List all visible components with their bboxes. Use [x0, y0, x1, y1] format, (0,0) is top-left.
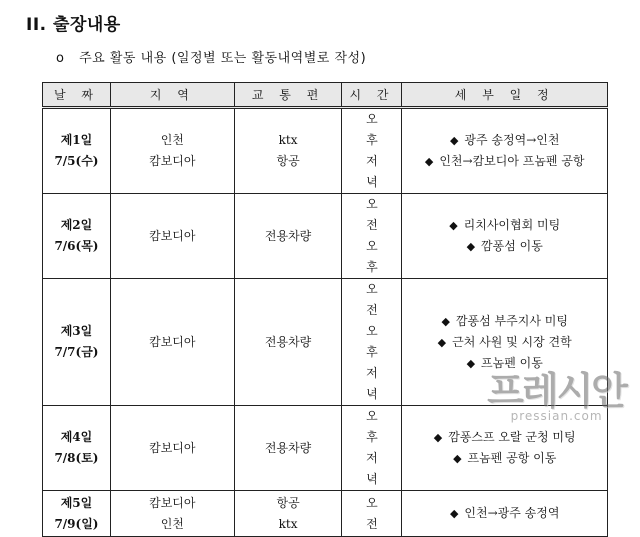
transport-cell-line: 전용차량 — [264, 334, 312, 349]
detail-text: 근처 사원 및 시장 견학 — [452, 334, 572, 349]
time-cell — [342, 194, 402, 279]
date-cell-line: 제5일 — [60, 495, 93, 510]
date-cell-line: 7/7(금) — [54, 345, 99, 359]
region-cell-line: 캄보디아 — [149, 228, 196, 243]
detail-cell — [402, 108, 608, 194]
date-cell — [43, 491, 111, 537]
detail-text: 광주 송정역→인천 — [464, 133, 560, 147]
time-cell — [342, 108, 402, 194]
time-cell — [342, 279, 402, 406]
region-cell — [110, 108, 234, 194]
header-region: 지 역 — [110, 83, 234, 108]
region-cell — [110, 491, 234, 537]
time-cell-line: 오 후 — [366, 409, 386, 444]
transport-cell — [234, 108, 342, 194]
detail-text: 인천→광주 송정역 — [464, 506, 560, 520]
detail-cell — [402, 491, 608, 537]
schedule-body — [43, 108, 608, 537]
transport-cell-line: 항공 — [276, 154, 300, 168]
date-cell-line: 제3일 — [60, 324, 93, 338]
time-cell-line: 오 전 — [366, 495, 386, 531]
diamond-bullet-icon: ◆ — [441, 314, 450, 328]
date-cell — [43, 279, 111, 406]
transport-cell-line: 전용차량 — [264, 440, 312, 455]
transport-cell — [234, 279, 342, 406]
time-cell-line: 오 후 — [366, 239, 386, 274]
diamond-bullet-icon: ◆ — [424, 155, 434, 168]
time-cell-line: 저 녁 — [366, 154, 386, 189]
detail-text: 인천→캄보디아 프놈펜 공항 — [439, 154, 585, 168]
diamond-bullet-icon: ◆ — [449, 134, 459, 147]
time-cell-line: 오 후 — [366, 324, 386, 359]
table-header-row — [43, 83, 608, 108]
date-cell-line: 제4일 — [60, 430, 93, 444]
date-cell-line: 7/8(토) — [54, 451, 99, 465]
schedule-table — [42, 82, 608, 537]
diamond-bullet-icon: ◆ — [437, 335, 447, 349]
date-cell — [43, 406, 111, 491]
section-title: II. 출장내용 — [26, 15, 121, 35]
transport-cell-line: 항공 — [276, 495, 300, 510]
transport-cell — [234, 491, 342, 537]
diamond-bullet-icon: ◆ — [449, 219, 458, 232]
detail-text: 프놈펜 이동 — [481, 355, 543, 370]
watermark-url: pressian.com — [510, 409, 603, 423]
table-row — [43, 108, 608, 194]
time-cell-line: 저 녁 — [366, 451, 386, 486]
date-cell — [43, 194, 111, 279]
region-cell — [110, 406, 234, 491]
date-cell-line: 제1일 — [60, 133, 93, 147]
subtitle — [56, 47, 366, 66]
diamond-bullet-icon: ◆ — [466, 356, 476, 370]
detail-text: 프놈펜 공항 이동 — [467, 451, 557, 465]
time-cell-line: 저 녁 — [366, 366, 386, 401]
time-cell-line: 오 후 — [366, 112, 386, 147]
header-transport: 교 통 편 — [234, 83, 342, 108]
transport-cell — [234, 406, 342, 491]
transport-cell-line: 전용차량 — [264, 228, 312, 243]
transport-cell-line: ktx — [278, 133, 298, 147]
date-cell-line: 7/9(일) — [54, 516, 99, 531]
region-cell — [110, 279, 234, 406]
time-cell — [342, 406, 402, 491]
diamond-bullet-icon: ◆ — [433, 431, 443, 444]
table-row — [43, 491, 608, 537]
date-cell-line: 제2일 — [60, 218, 93, 232]
date-cell-line: 7/6(목) — [54, 239, 99, 253]
time-cell-line: 오 전 — [366, 197, 386, 232]
header-date: 날 짜 — [43, 83, 111, 108]
region-cell-line: 인천 — [160, 133, 184, 147]
region-cell-line: 캄보디아 — [149, 154, 196, 168]
detail-text: 리치사이협회 미팅 — [463, 218, 561, 232]
region-cell-line: 캄보디아 — [149, 334, 196, 349]
diamond-bullet-icon: ◆ — [466, 240, 476, 253]
subtitle-text: 주요 활동 내용 (일정별 또는 활동내역별로 작성) — [79, 51, 367, 66]
diamond-bullet-icon: ◆ — [453, 452, 462, 465]
detail-cell — [402, 194, 608, 279]
detail-text: 깜퐁섬 이동 — [481, 239, 543, 253]
detail-text: 깜퐁스프 오랄 군청 미팅 — [448, 430, 576, 444]
watermark-logo: 프레시안 — [487, 369, 626, 413]
region-cell-line: 캄보디아 — [149, 495, 196, 510]
time-cell — [342, 491, 402, 537]
transport-cell — [234, 194, 342, 279]
subtitle-bullet: o — [56, 51, 65, 66]
time-cell-line: 오 전 — [366, 282, 386, 317]
region-cell-line: 인천 — [160, 516, 184, 531]
diamond-bullet-icon: ◆ — [449, 507, 459, 520]
region-cell-line: 캄보디아 — [149, 440, 196, 455]
region-cell — [110, 194, 234, 279]
header-details: 세 부 일 정 — [402, 83, 608, 108]
transport-cell-line: ktx — [278, 516, 298, 531]
header-time: 시 간 — [342, 83, 402, 108]
watermark — [487, 360, 626, 423]
table-row — [43, 194, 608, 279]
date-cell-line: 7/5(수) — [54, 154, 99, 168]
detail-text: 깜퐁섬 부주지사 미팅 — [455, 313, 568, 328]
date-cell — [43, 108, 111, 194]
